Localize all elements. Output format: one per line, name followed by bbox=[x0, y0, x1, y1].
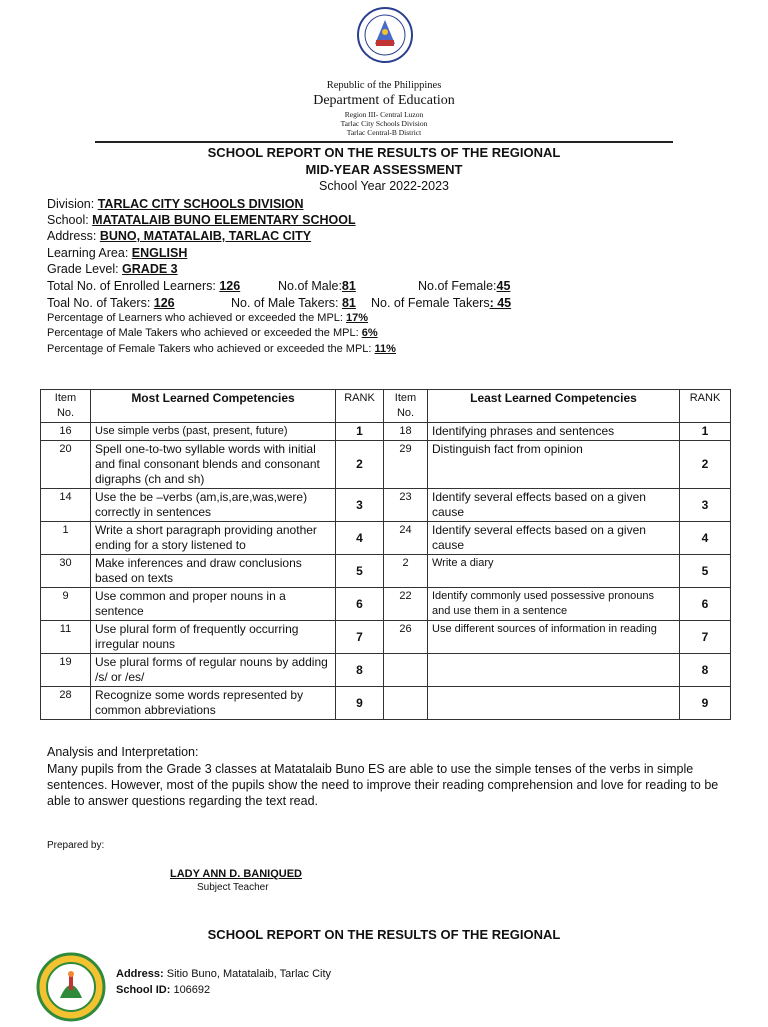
report-title-line2: MID-YEAR ASSESSMENT bbox=[305, 162, 463, 177]
table-row: 14 Use the be –verbs (am,is,are,was,were) correctly in sentences 3 23 Identify several effects based on a given cause 3 bbox=[41, 489, 731, 522]
male-takers: No. of Male Takers: 81 bbox=[231, 296, 356, 310]
table-row: 16 Use simple verbs (past, present, future) 1 18 Identifying phrases and sentences 1 bbox=[41, 423, 731, 441]
school-year: School Year 2022-2023 bbox=[319, 179, 449, 193]
pct-female-row: Percentage of Female Takers who achieved or exceeded the MPL: 11% bbox=[47, 343, 396, 355]
male-count: No.of Male:81 bbox=[278, 279, 356, 293]
pct-male-row: Percentage of Male Takers who achieved or exceeded the MPL: 6% bbox=[47, 327, 378, 339]
female-takers: No. of Female Takers: 45 bbox=[371, 296, 512, 310]
grade-level-row: Grade Level: GRADE 3 bbox=[47, 262, 178, 276]
bottom-report-title: SCHOOL REPORT ON THE RESULTS OF THE REGIONAL bbox=[207, 927, 561, 942]
analysis-title: Analysis and Interpretation: bbox=[47, 745, 199, 759]
learning-area-row: Learning Area: ENGLISH bbox=[47, 246, 188, 260]
header-rank-2: RANK bbox=[680, 390, 731, 423]
division-value: TARLAC CITY SCHOOLS DIVISION bbox=[97, 197, 304, 211]
grade-level-value: GRADE 3 bbox=[122, 262, 178, 276]
address-row: Address: BUNO, MATATALAIB, TARLAC CITY bbox=[47, 229, 312, 243]
enrolled-row: Total No. of Enrolled Learners: 126 bbox=[47, 279, 241, 293]
header-most-learned: Most Learned Competencies bbox=[91, 390, 336, 423]
header-subtext bbox=[0, 110, 768, 137]
competencies-table bbox=[40, 389, 731, 720]
division-row: Division: TARLAC CITY SCHOOLS DIVISION bbox=[47, 197, 304, 211]
takers-row: Toal No. of Takers: 126 bbox=[47, 296, 175, 310]
footer-address: Address: Sitio Buno, Matatalaib, Tarlac City bbox=[116, 968, 332, 980]
signatory-role: Subject Teacher bbox=[197, 882, 269, 893]
header-divider bbox=[95, 141, 673, 143]
table-row: 30 Make inferences and draw conclusions based on texts 5 2 Write a diary 5 bbox=[41, 555, 731, 588]
table-row: 19 Use plural forms of regular nouns by adding /s/ or /es/ 8 8 bbox=[41, 654, 731, 687]
district-text: Tarlac Central-B District bbox=[346, 128, 422, 137]
table-header-row bbox=[41, 390, 731, 423]
republic-text: Republic of the Philippines bbox=[326, 80, 442, 91]
school-seal-icon bbox=[36, 952, 106, 1022]
department-text: Department of Education bbox=[313, 93, 455, 108]
table-row: 11 Use plural form of frequently occurring irregular nouns 7 26 Use different sources of information in reading 7 bbox=[41, 621, 731, 654]
header-item: Item No. bbox=[41, 390, 91, 423]
deped-seal-icon bbox=[356, 6, 414, 64]
address-value: BUNO, MATATALAIB, TARLAC CITY bbox=[99, 229, 312, 243]
pct-all-row: Percentage of Learners who achieved or exceeded the MPL: 17% bbox=[47, 312, 369, 324]
enrolled-value: 126 bbox=[219, 279, 241, 293]
female-count: No.of Female:45 bbox=[418, 279, 511, 293]
region-text: Region III- Central Luzon bbox=[344, 110, 424, 119]
header-item-2: Item No. bbox=[384, 390, 428, 423]
prepared-by-label: Prepared by: bbox=[47, 840, 105, 851]
analysis-body: Many pupils from the Grade 3 classes at Matatalaib Buno ES are able to use the simple tenses of the verbs in simple sentences. However, most of the pupils show the need to improve their reading comprehension and love for reading to be able to answer questions regarding the text read. bbox=[47, 762, 719, 808]
table-row: 28 Recognize some words represented by common abbreviations 9 9 bbox=[41, 687, 731, 720]
footer-school-id: School ID: 106692 bbox=[116, 984, 211, 996]
table-row: 9 Use common and proper nouns in a sentence 6 22 Identify commonly used possessive pronouns and use them in a sentence 6 bbox=[41, 588, 731, 621]
school-row: School: MATATALAIB BUNO ELEMENTARY SCHOOL bbox=[47, 213, 356, 227]
learning-area-value: ENGLISH bbox=[131, 246, 188, 260]
signatory-name: LADY ANN D. BANIQUED bbox=[170, 868, 303, 880]
report-title-line1: SCHOOL REPORT ON THE RESULTS OF THE REGIONAL bbox=[207, 145, 561, 160]
division-text: Tarlac City Schools Division bbox=[340, 119, 428, 128]
header-rank: RANK bbox=[336, 390, 384, 423]
header-least-learned: Least Learned Competencies bbox=[428, 390, 680, 423]
school-value: MATATALAIB BUNO ELEMENTARY SCHOOL bbox=[92, 213, 356, 227]
table-row: 1 Write a short paragraph providing another ending for a story listened to 4 24 Identify several effects based on a given cause 4 bbox=[41, 522, 731, 555]
table-row: 20 Spell one-to-two syllable words with initial and final consonant blends and consonant digraphs (ch and sh) 2 29 Distinguish fact from opinion 2 bbox=[41, 441, 731, 489]
takers-value: 126 bbox=[153, 296, 175, 310]
